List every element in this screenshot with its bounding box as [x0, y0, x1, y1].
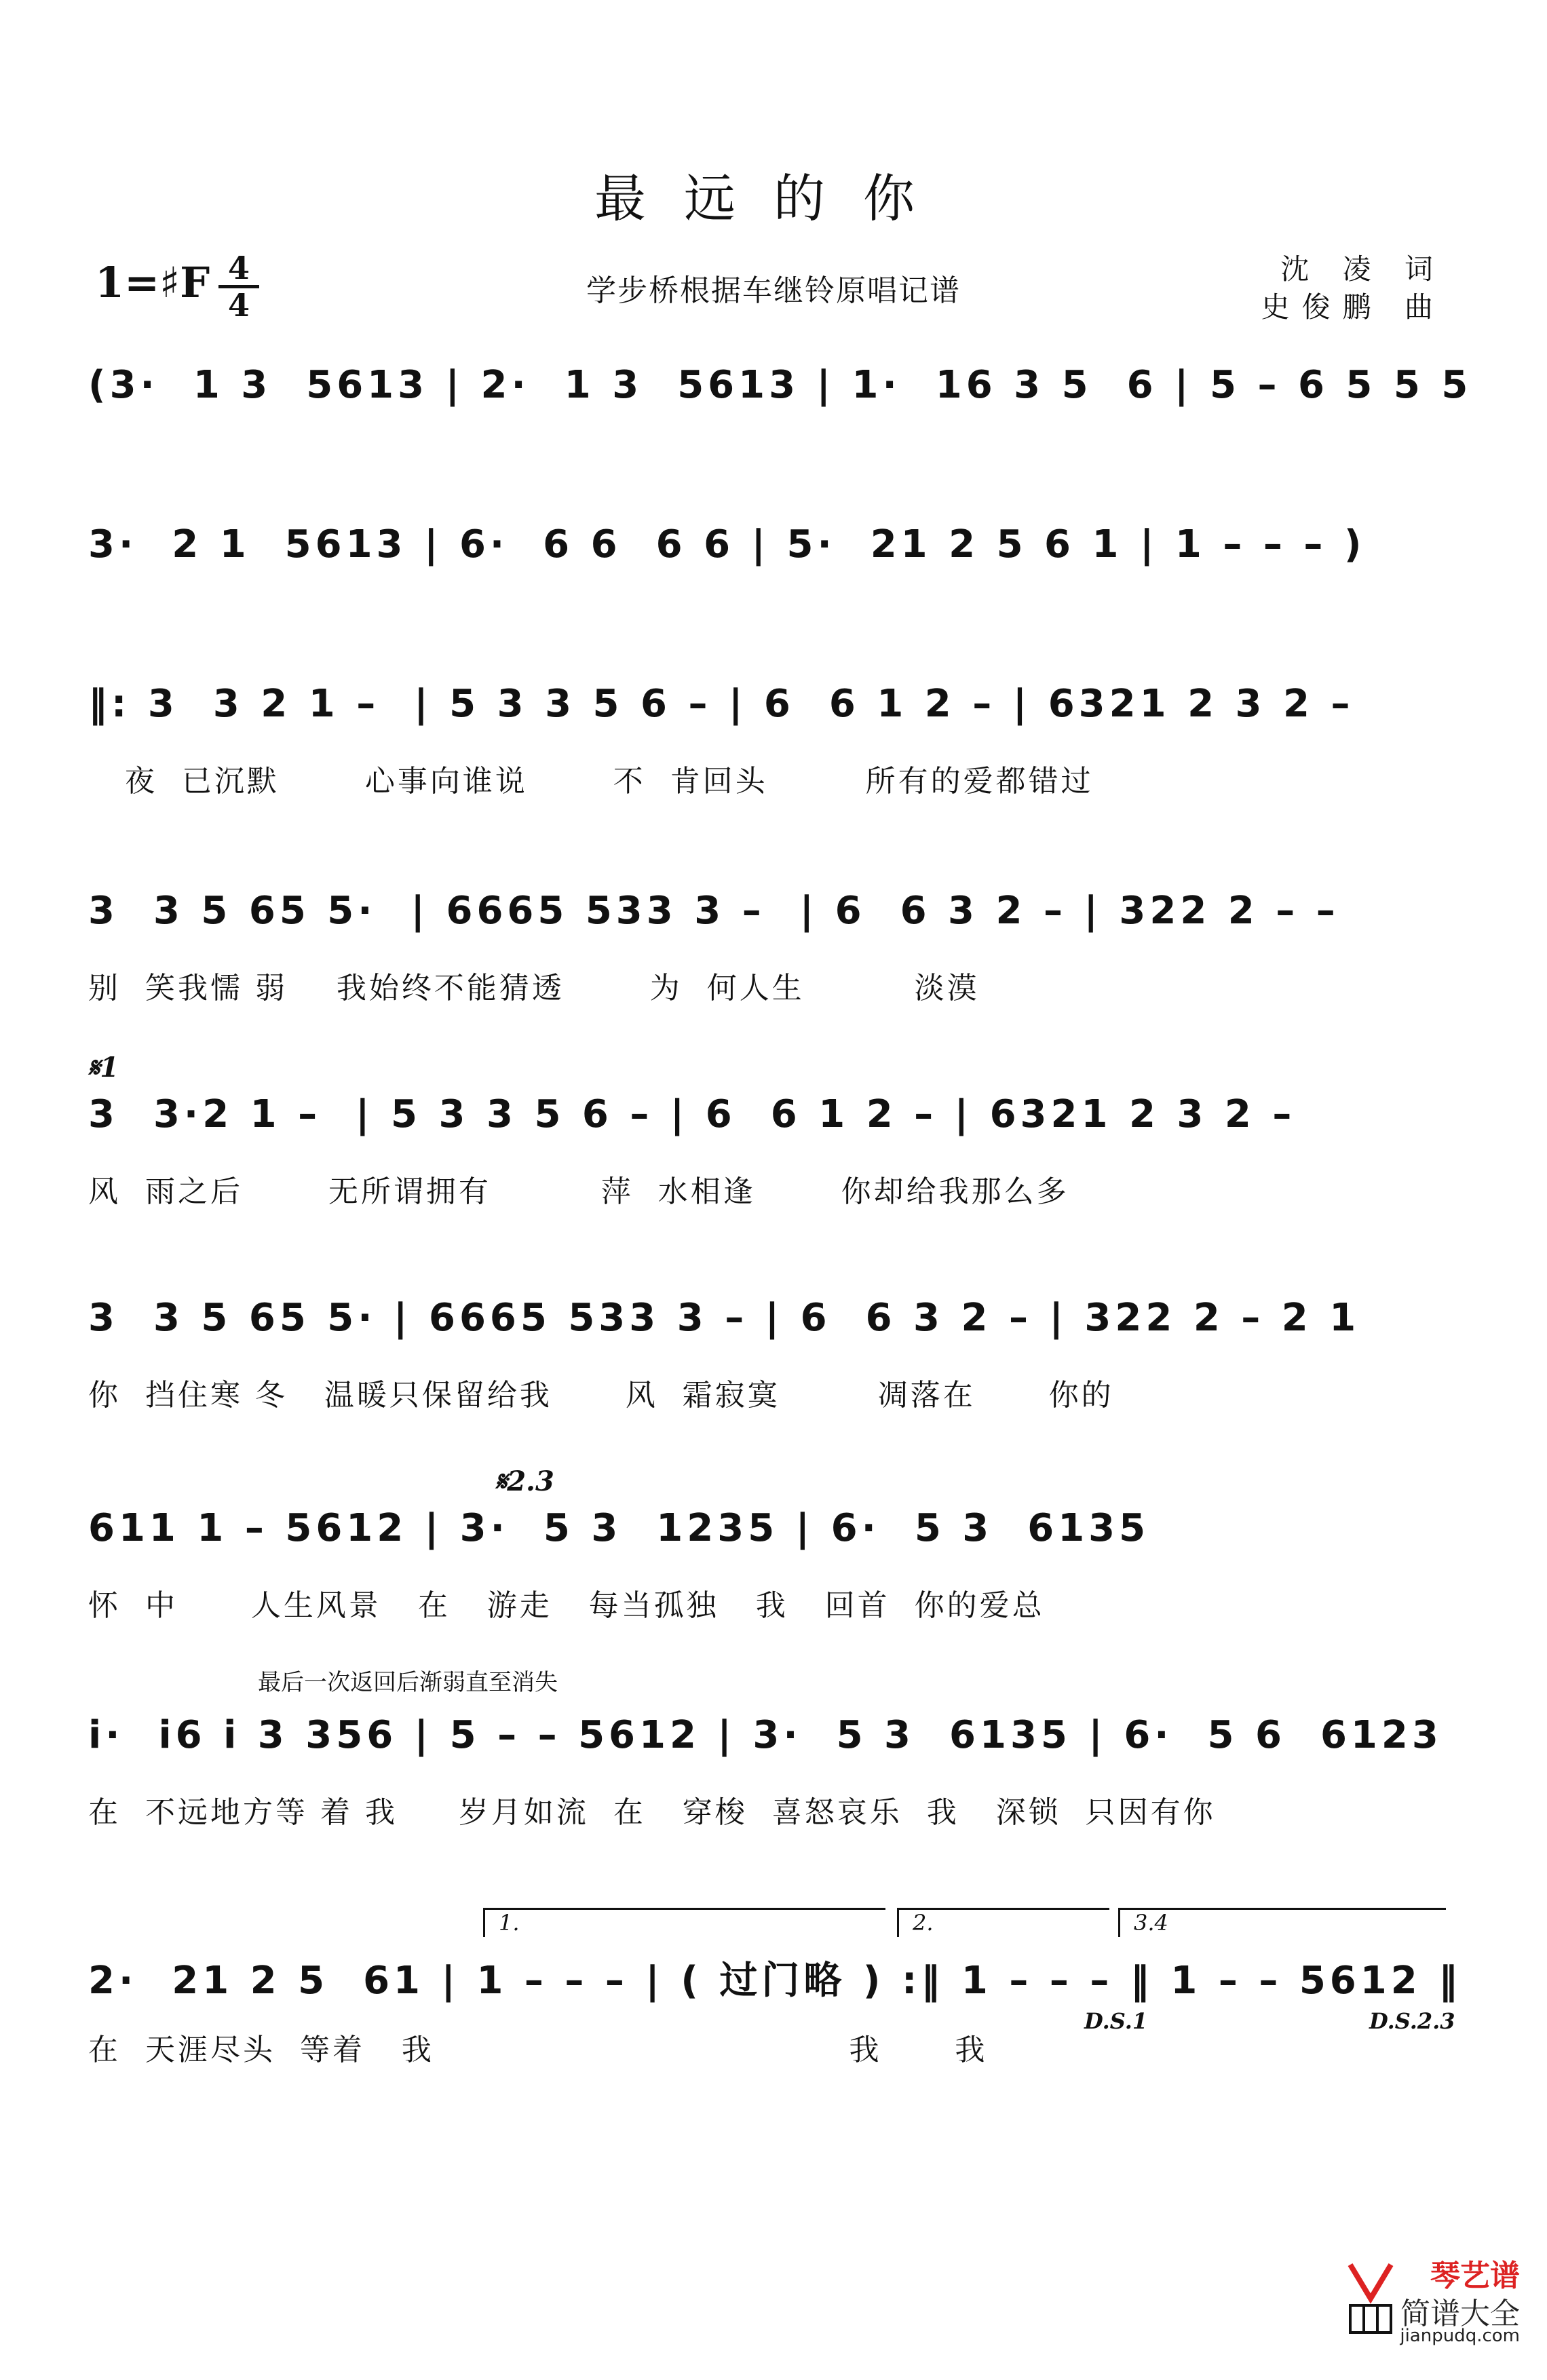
notation-line: 3 3 5 65 5· | 6665 533 3 – | 6 6 3 2 – | 322 2 – 2 1	[88, 1296, 1360, 1340]
lyrics-line: 在 天涯尽头 等着 我 我 我	[88, 2033, 988, 2067]
segno-mark: 𝄋2.3	[495, 1465, 554, 1497]
performance-note: 最后一次返回后渐弱直至消失	[258, 1669, 558, 1696]
volta-label: 3.4	[1134, 1910, 1168, 1936]
notation-line: 3 3 5 65 5· | 6665 533 3 – | 6 6 3 2 – | 322 2 – –	[88, 889, 1339, 933]
dal-segno-mark: D.S.1	[1084, 2008, 1148, 2034]
volta-label: 1.	[499, 1910, 520, 1936]
notation-line: 2· 21 2 5 61 | 1 – – – | ( 过门略 ) :‖ 1 – – – ‖ 1 – – 5612 ‖	[88, 1959, 1462, 2003]
lyrics-line: 怀 中 人生风景 在 游走 每当孤独 我 回首 你的爱总	[88, 1588, 1045, 1623]
dal-segno-mark: D.S.2.3	[1369, 2008, 1455, 2034]
notation-line: 3 3·2 1 – | 5 3 3 5 6 – | 6 6 1 2 – | 6321 2 3 2 –	[88, 1092, 1296, 1136]
song-title: 最远的你	[594, 168, 953, 229]
lyrics-line: 别 笑我懦 弱 我始终不能猜透 为 何人生 淡漠	[88, 971, 980, 1005]
time-signature-bottom: 4	[227, 287, 250, 324]
volta-bracket	[897, 1908, 1109, 1937]
time-signature-top: 4	[227, 250, 250, 286]
segno-mark: 𝄋1	[88, 1052, 119, 1083]
lyrics-line: 夜 已沉默 心事向谁说 不 肯回头 所有的爱都错过	[88, 764, 1094, 799]
lyrics-line: 在 不远地方等 着 我 岁月如流 在 穿梭 喜怒哀乐 我 深锁 只因有你	[88, 1795, 1216, 1830]
lyrics-line: 你 挡住寒 冬 温暖只保留给我 风 霜寂寞 凋落在 你的	[88, 1378, 1114, 1413]
key-signature: 1=♯F	[95, 258, 210, 307]
notation-line: 611 1 – 5612 | 3· 5 3 1235 | 6· 5 3 6135	[88, 1506, 1150, 1550]
piano-icon	[1343, 2258, 1398, 2339]
lyricist-credit: 沈 凌 词	[1280, 252, 1445, 286]
notation-line: 3· 2 1 5613 | 6· 6 6 6 6 | 5· 21 2 5 6 1 | 1 – – – )	[88, 522, 1366, 567]
notation-line: ‖: 3 3 2 1 – | 5 3 3 5 6 – | 6 6 1 2 – | 6321 2 3 2 –	[88, 682, 1354, 726]
volta-bracket	[1118, 1908, 1446, 1937]
composer-credit: 史俊鹏 曲	[1261, 290, 1445, 324]
volta-label: 2.	[913, 1910, 934, 1936]
logo-url: jianpudq.com	[1400, 2326, 1520, 2346]
transcriber-note: 学步桥根据车继铃原唱记谱	[586, 273, 961, 308]
logo-site-name: 简谱大全	[1400, 2297, 1520, 2331]
site-logo	[1343, 2251, 1520, 2353]
volta-bracket	[483, 1908, 885, 1937]
notation-line: i· i6 i 3 356 | 5 – – 5612 | 3· 5 3 6135 | 6· 5 6 6123	[88, 1713, 1443, 1757]
notation-line: (3· 1 3 5613 | 2· 1 3 5613 | 1· 16 3 5 6 | 5 – 6 5 5 5	[88, 363, 1472, 407]
logo-brand: 琴艺谱	[1430, 2259, 1520, 2293]
lyrics-line: 风 雨之后 无所谓拥有 萍 水相逢 你却给我那么多	[88, 1174, 1069, 1209]
